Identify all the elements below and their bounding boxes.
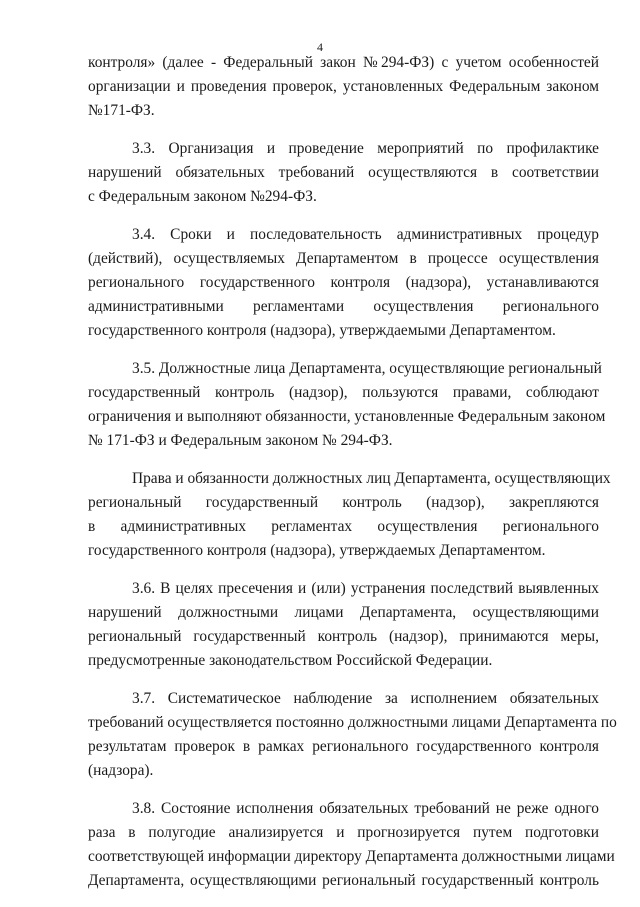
text-line: региональный государственный контроль (надзор), принимаются меры,: [88, 628, 599, 645]
paragraph-3-8: [88, 797, 615, 893]
text-line: государственный контроль (надзор), пользуются правами, соблюдают: [88, 384, 599, 401]
text-line: Права и обязанности должностных лиц Департамента, осуществляющих: [132, 470, 611, 487]
paragraph-rights: [88, 467, 611, 563]
text-line: регионального государственного контроля (надзора), устанавливаются: [88, 274, 599, 291]
text-line: государственного контроля (надзора), утверждаемыми Департаментом.: [88, 322, 556, 339]
text-line: организации и проведения проверок, установленных Федеральным законом: [88, 78, 599, 95]
text-line: нарушений обязательных требований осуществляются в соответствии: [88, 164, 599, 181]
text-line: раза в полугодие анализируется и прогнозируется путем подготовки: [88, 824, 599, 841]
text-line: 3.7. Систематическое наблюдение за исполнением обязательных: [132, 690, 599, 707]
text-line: 3.5. Должностные лица Департамента, осуществляющие региональный: [132, 360, 602, 377]
text-line: в административных регламентах осуществления регионального: [88, 518, 599, 535]
paragraph-continuation: [88, 51, 599, 123]
text-line: контроля» (далее - Федеральный закон №294-ФЗ) с учетом особенностей: [88, 54, 599, 71]
text-line: 3.4. Сроки и последовательность административных процедур: [132, 226, 599, 243]
document-body: [88, 51, 617, 907]
text-line: (надзора).: [88, 762, 154, 779]
text-line: предусмотренные законодательством Российской Федерации.: [88, 652, 493, 669]
paragraph-3-3: [88, 137, 599, 209]
paragraph-3-4: [88, 223, 599, 343]
text-line: региональный государственный контроль (надзор), закрепляются: [88, 494, 599, 511]
text-line: № 171-ФЗ и Федеральным законом № 294-ФЗ.: [88, 432, 393, 449]
text-line: требований осуществляется постоянно должностными лицами Департамента по: [88, 714, 617, 731]
text-line: 3.8. Состояние исполнения обязательных требований не реже одного: [132, 800, 599, 817]
text-line: №171-ФЗ.: [88, 102, 155, 119]
text-line: соответствующей информации директору Департамента должностными лицами: [88, 848, 615, 865]
text-line: нарушений должностными лицами Департамента, осуществляющими: [88, 604, 599, 621]
text-line: 3.3. Организация и проведение мероприятий по профилактике: [132, 140, 599, 157]
text-line: с Федеральным законом №294-ФЗ.: [88, 188, 317, 205]
text-line: Департамента, осуществляющими региональный государственный контроль: [88, 872, 599, 889]
text-line: (действий), осуществляемых Департаментом в процессе осуществления: [88, 250, 599, 267]
text-line: административными регламентами осуществления регионального: [88, 298, 599, 315]
paragraph-3-5: [88, 357, 606, 453]
page-number: 4: [317, 40, 323, 54]
paragraph-3-7: [88, 687, 617, 783]
text-line: государственного контроля (надзора), утверждаемых Департаментом.: [88, 542, 546, 559]
text-line: 3.6. В целях пресечения и (или) устранения последствий выявленных: [132, 580, 599, 597]
text-line: результатам проверок в рамках регионального государственного контроля: [88, 738, 599, 755]
text-line: ограничения и выполняют обязанности, установленные Федеральным законом: [88, 408, 606, 425]
paragraph-3-6: [88, 577, 599, 673]
